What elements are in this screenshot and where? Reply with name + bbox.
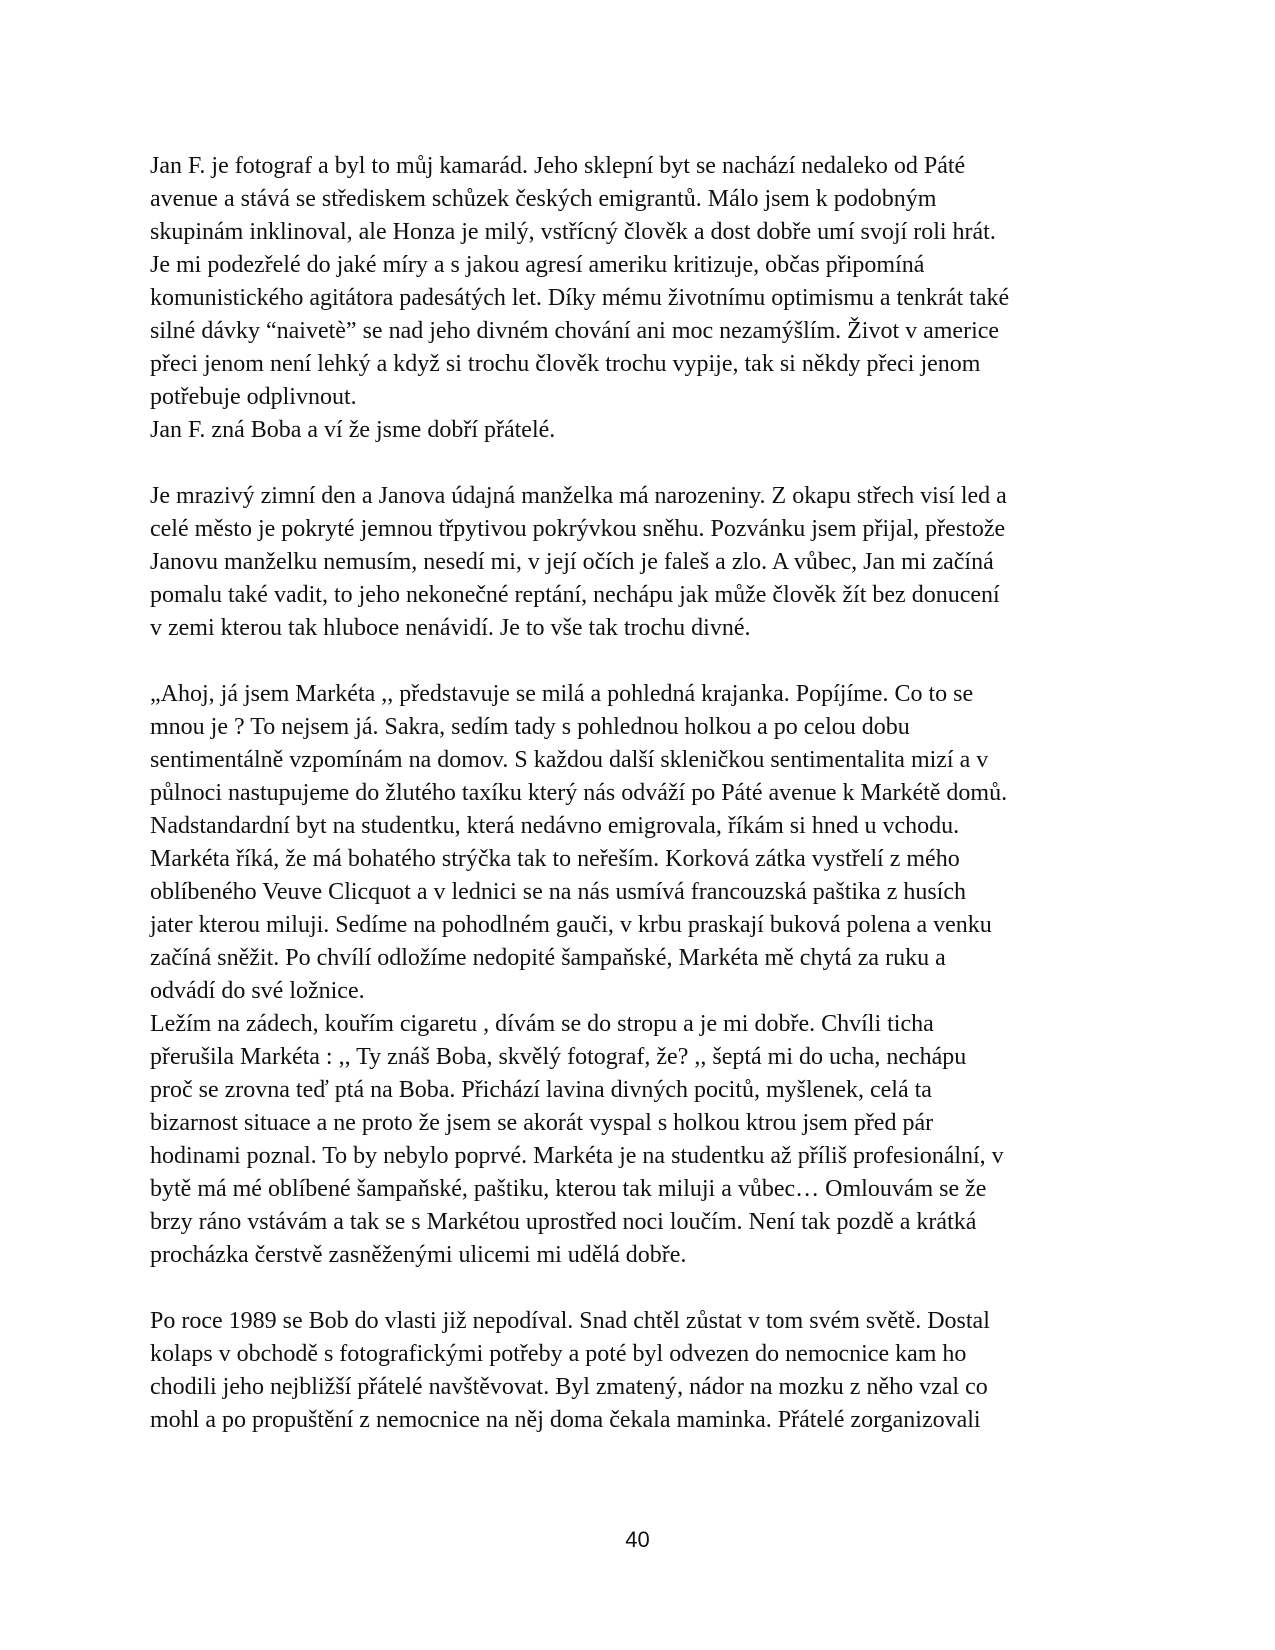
text-line: chodili jeho nejbližší přátelé navštěvovat. Byl zmatený, nádor na mozku z něho vzal co <box>150 1374 988 1400</box>
text-line: silné dávky “naivetè” se nad jeho divném chování ani moc nezamýšlím. Život v americe <box>150 318 1000 344</box>
text-line: začíná sněžit. Po chvílí odložíme nedopité šampaňské, Markéta mě chytá za ruku a <box>150 945 946 971</box>
text-line: avenue a stává se střediskem schůzek českých emigrantů. Málo jsem k podobným <box>150 186 937 212</box>
text-line: procházka čerstvě zasněženými ulicemi mi udělá dobře. <box>150 1242 687 1268</box>
text-line: hodinami poznal. To by nebylo poprvé. Markéta je na studentku až příliš profesionální, v <box>150 1143 1004 1169</box>
text-line: přeci jenom není lehký a když si trochu člověk trochu vypije, tak si někdy přeci jenom <box>150 351 981 377</box>
text-line: v zemi kterou tak hluboce nenávidí. Je to vše tak trochu divné. <box>150 615 751 641</box>
text-line: skupinám inklinoval, ale Honza je milý, vstřícný člověk a dost dobře umí svojí roli hrát. <box>150 219 996 245</box>
text-line: Ležím na zádech, kouřím cigaretu , dívám se do stropu a je mi dobře. Chvíli ticha <box>150 1011 934 1037</box>
text-line: celé město je pokryté jemnou třpytivou pokrývkou sněhu. Pozvánku jsem přijal, přestože <box>150 516 1006 542</box>
page-number: 40 <box>625 1527 650 1552</box>
text-line: mnou je ? To nejsem já. Sakra, sedím tady s pohlednou holkou a po celou dobu <box>150 714 910 740</box>
text-line: Po roce 1989 se Bob do vlasti již nepodíval. Snad chtěl zůstat v tom svém světě. Dostal <box>150 1308 990 1334</box>
text-line: bytě má mé oblíbené šampaňské, paštiku, kterou tak miluji a vůbec… Omlouvám se že <box>150 1176 987 1202</box>
text-line: jater kterou miluji. Sedíme na pohodlném gauči, v krbu praskají buková polena a venku <box>150 912 992 938</box>
text-line: Nadstandardní byt na studentku, která nedávno emigrovala, říkám si hned u vchodu. <box>150 813 960 839</box>
text-line: mohl a po propuštění z nemocnice na něj doma čekala maminka. Přátelé zorganizovali <box>150 1407 981 1433</box>
text-line: bizarnost situace a ne proto že jsem se akorát vyspal s holkou ktrou jsem před pár <box>150 1110 934 1136</box>
text-line: Je mrazivý zimní den a Janova údajná manželka má narozeniny. Z okapu střech visí led a <box>150 483 1007 509</box>
text-line: přerušila Markéta : ,, Ty znáš Boba, skvělý fotograf, že? ,, šeptá mi do ucha, nechápu <box>150 1044 967 1070</box>
text-line: půlnoci nastupujeme do žlutého taxíku který nás odváží po Páté avenue k Markétě domů. <box>150 780 1008 806</box>
text-line: komunistického agitátora padesátých let. Díky mému životnímu optimismu a tenkrát také <box>150 285 1010 311</box>
text-line: Jan F. je fotograf a byl to můj kamarád. Jeho sklepní byt se nachází nedaleko od Páté <box>150 153 966 179</box>
text-line: potřebuje odplivnout. <box>150 384 357 410</box>
paragraph-1 <box>150 150 1125 414</box>
text-line: proč se zrovna teď ptá na Boba. Přichází lavina divných pocitů, myšlenek, celá ta <box>150 1077 932 1103</box>
body-text <box>150 150 1125 1437</box>
text-line: oblíbeného Veuve Clicquot a v lednici se na nás usmívá francouzská paštika z husích <box>150 879 966 905</box>
text-line: Jan F. zná Boba a ví že jsme dobří přátelé. <box>150 417 556 443</box>
text-line: sentimentálně vzpomínám na domov. S každou další skleničkou sentimentalita mizí a v <box>150 747 989 773</box>
paragraph-3 <box>150 480 1125 645</box>
text-line: Janovu manželku nemusím, nesedí mi, v její očích je faleš a zlo. A vůbec, Jan mi začíná <box>150 549 994 575</box>
paragraph-5 <box>150 1008 1125 1272</box>
text-line: brzy ráno vstávám a tak se s Markétou uprostřed noci loučím. Není tak pozdě a krátká <box>150 1209 977 1235</box>
text-line: „Ahoj, já jsem Markéta ,, představuje se milá a pohledná krajanka. Popíjíme. Co to se <box>150 681 974 707</box>
paragraph-2 <box>150 414 1125 447</box>
text-line: Je mi podezřelé do jaké míry a s jakou agresí ameriku kritizuje, občas připomíná <box>150 252 925 278</box>
text-line: Markéta říká, že má bohatého strýčka tak to neřeším. Korková zátka vystřelí z mého <box>150 846 960 872</box>
text-line: pomalu také vadit, to jeho nekonečné reptání, nechápu jak může člověk žít bez donucení <box>150 582 1000 608</box>
text-line: kolaps v obchodě s fotografickými potřeby a poté byl odvezen do nemocnice kam ho <box>150 1341 967 1367</box>
text-line: odvádí do své ložnice. <box>150 978 365 1004</box>
paragraph-6 <box>150 1305 1125 1437</box>
paragraph-4 <box>150 678 1125 1008</box>
